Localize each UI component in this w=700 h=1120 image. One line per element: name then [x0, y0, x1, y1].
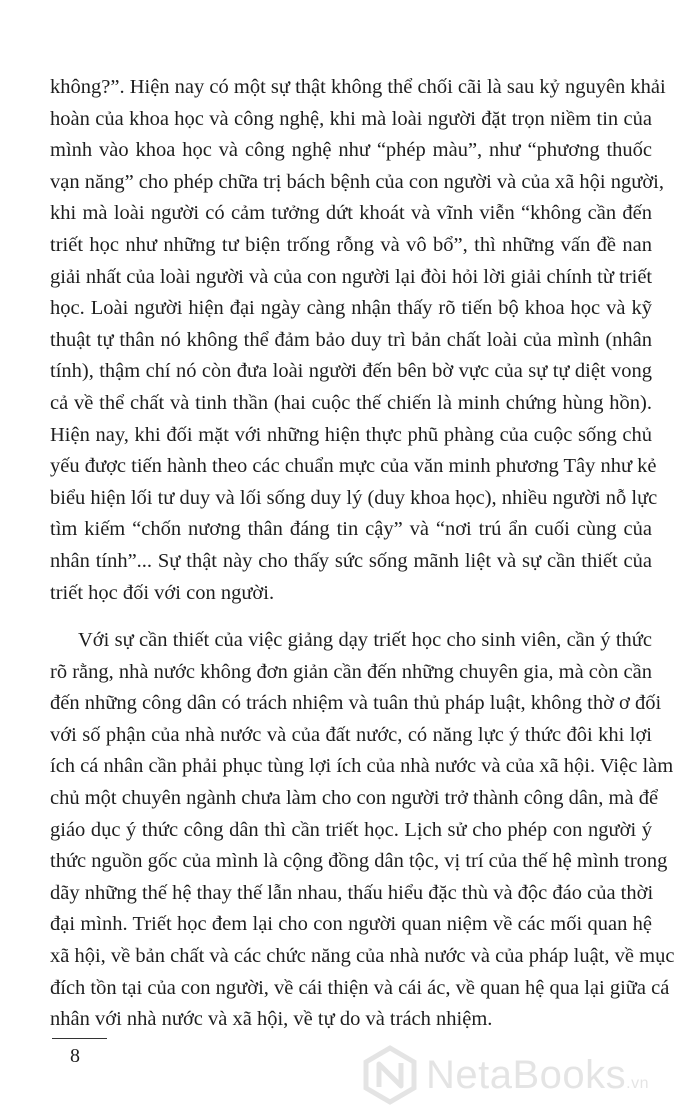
watermark-suffix: .vn — [626, 1074, 650, 1092]
text-line: học. Loài người hiện đại ngày càng nhận thấy rõ tiến bộ khoa học và kỹ — [50, 297, 652, 320]
netabooks-logo-icon — [360, 1045, 420, 1105]
paragraph — [50, 625, 675, 1036]
text-line: xã hội, về bản chất và các chức năng của nhà nước và của pháp luật, về mục — [50, 945, 675, 968]
text-line: đến những công dân có trách nhiệm và tuân thủ pháp luật, không thờ ơ đối — [50, 692, 662, 715]
footnote-rule — [52, 1038, 107, 1039]
text-line: ích cá nhân cần phải phục tùng lợi ích của nhà nước và của xã hội. Việc làm — [50, 755, 674, 778]
watermark-text: NetaBooks.vn — [426, 1052, 650, 1097]
paragraph — [50, 72, 666, 609]
text-line: yếu được tiến hành theo các chuẩn mực của văn minh phương Tây như kẻ — [50, 455, 657, 478]
text-line: khi mà loài người có cảm tưởng dứt khoát và vĩnh viễn “không cần đến — [50, 202, 652, 225]
text-line: cả về thể chất và tinh thần (hai cuộc thế chiến là minh chứng hùng hồn). — [50, 391, 652, 414]
text-line: giải nhất của loài người và của con người lại đòi hỏi lời giải chính từ triết — [50, 265, 653, 288]
text-line: đại mình. Triết học đem lại cho con người quan niệm về các mối quan hệ — [50, 913, 652, 936]
watermark — [360, 1040, 690, 1110]
text-line: dãy những thế hệ thay thế lẫn nhau, thấu hiểu đặc thù và độc đáo của thời — [50, 881, 654, 904]
page-number: 8 — [70, 1045, 80, 1067]
text-line: chủ một chuyên ngành chưa làm cho con người trở thành công dân, mà để — [50, 787, 659, 810]
text-line: Với sự cần thiết của việc giảng dạy triết học cho sinh viên, cần ý thức — [78, 629, 652, 652]
text-line: triết học đối với con người. — [50, 581, 275, 604]
text-line: với số phận của nhà nước và của đất nước, có năng lực ý thức đôi khi lợi — [50, 723, 652, 746]
text-line: vạn năng” cho phép chữa trị bách bệnh của con người và của xã hội người, — [50, 170, 664, 193]
text-line: nhân với nhà nước và xã hội, về tự do và trách nhiệm. — [50, 1008, 493, 1031]
text-line: nhân tính”... Sự thật này cho thấy sức sống mãnh liệt và sự cần thiết của — [50, 549, 652, 572]
body-text — [50, 72, 675, 1036]
text-line: rõ rằng, nhà nước không đơn giản cần đến những chuyên gia, mà còn cần — [50, 660, 652, 683]
text-line: không?”. Hiện nay có một sự thật không thể chối cãi là sau kỷ nguyên khải — [50, 76, 666, 98]
text-line: tìm kiếm “chốn nương thân đáng tin cậy” và “nơi trú ẩn cuối cùng của — [50, 518, 652, 541]
text-line: giáo dục ý thức công dân thì cần triết học. Lịch sử cho phép con người ý — [50, 818, 652, 841]
text-line: triết học như những tư biện trống rỗng và vô bổ”, thì những vấn đề nan — [50, 233, 652, 256]
text-line: Hiện nay, khi đối mặt với những hiện thực phũ phàng của cuộc sống chủ — [50, 423, 652, 446]
text-line: thức nguồn gốc của mình là cộng đồng dân tộc, vị trí của thế hệ mình trong — [50, 850, 668, 873]
text-line: thuật tự thân nó không thể đảm bảo duy trì bản chất loài của mình (nhân — [50, 328, 652, 351]
text-line: hoàn của khoa học và công nghệ, khi mà loài người đặt trọn niềm tin của — [50, 107, 652, 130]
text-line: mình vào khoa học và công nghệ như “phép màu”, như “phương thuốc — [50, 139, 652, 162]
text-line: đích tồn tại của con người, về cái thiện và cái ác, về quan hệ qua lại giữa cá — [50, 976, 670, 999]
text-line: biểu hiện lối tư duy và lối sống duy lý (duy khoa học), nhiều người nỗ lực — [50, 486, 658, 509]
text-line: tính), thậm chí nó còn đưa loài người đến bên bờ vực của sự tự diệt vong — [50, 360, 652, 383]
